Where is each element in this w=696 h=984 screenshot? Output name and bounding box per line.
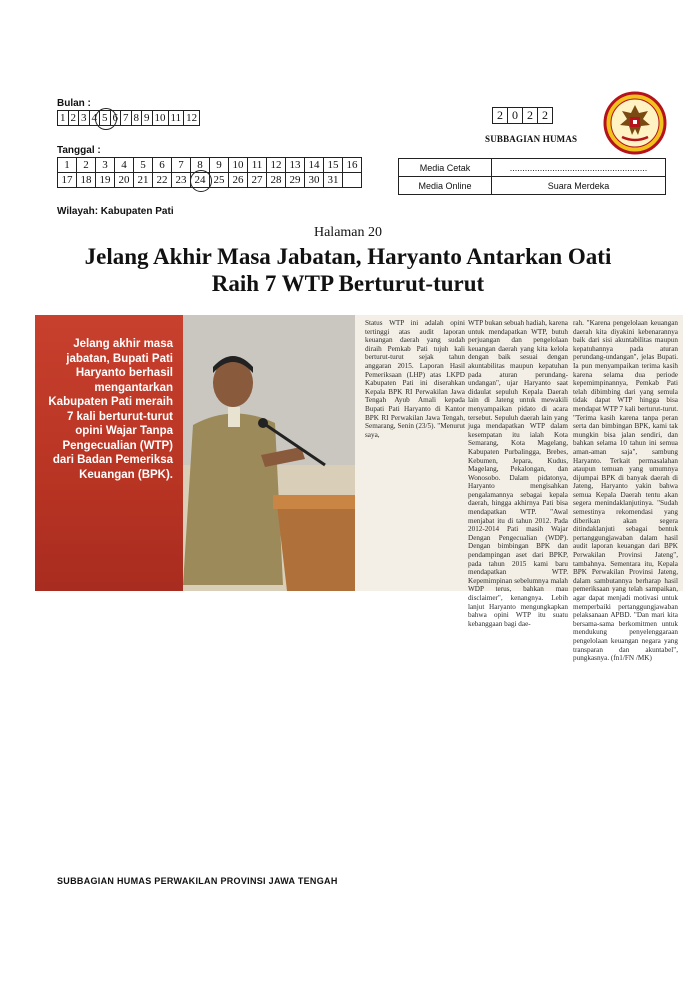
office-label: SUBBAGIAN HUMAS xyxy=(485,134,578,144)
month-cell: 2 xyxy=(68,111,79,126)
footer-text: SUBBAGIAN HUMAS PERWAKILAN PROVINSI JAWA TENGAH xyxy=(57,876,338,886)
wilayah-label: Wilayah: Kabupaten Pati xyxy=(57,206,174,217)
month-cell: 12 xyxy=(184,111,200,126)
day-cell: 28 xyxy=(267,173,286,188)
day-cell: 27 xyxy=(248,173,267,188)
year-digit-cell: 2 xyxy=(493,108,508,124)
month-cell: 6 xyxy=(110,111,121,126)
year-digit-cell: 2 xyxy=(523,108,538,124)
month-cell: 10 xyxy=(152,111,168,126)
year-digit-cell: 0 xyxy=(508,108,523,124)
year-digit-cell: 2 xyxy=(538,108,553,124)
month-table xyxy=(57,110,200,126)
day-cell: 25 xyxy=(210,173,229,188)
bulan-label: Bulan : xyxy=(57,98,91,109)
day-cell: 20 xyxy=(115,173,134,188)
month-cell: 3 xyxy=(79,111,90,126)
media-online-label: Media Online xyxy=(399,177,492,195)
day-cell: 23 xyxy=(172,173,191,188)
month-cell: 7 xyxy=(121,111,132,126)
headline-line-2: Raih 7 WTP Berturut-turut xyxy=(211,271,485,296)
day-cell: 5 xyxy=(134,158,153,173)
day-cell: 9 xyxy=(210,158,229,173)
month-cell: 4 xyxy=(89,111,100,126)
day-cell: 12 xyxy=(267,158,286,173)
day-cell: 19 xyxy=(96,173,115,188)
day-cell: 4 xyxy=(115,158,134,173)
day-table xyxy=(57,157,362,188)
article-column-1: Status WTP ini adalah opini tertinggi atas audit laporan keuangan daerah yang sudah diraih Pemkab Pati tujuh kali berturut-turut sejak tahun anggaran 2015. Laporan Hasil Pemeriksaan (LHP) atas LKPD Kabupaten Pati ini diserahkan Kepala BPK RI Perwakilan Jawa Tengah Ayub Amali kepada Bupati Pati Haryanto di Kantor BPK RI Perwakilan Jawa Tengah, Semarang, Senin (23/5). "Menurut saya, xyxy=(365,319,465,439)
day-cell: 24 xyxy=(191,173,210,188)
garuda-emblem-icon xyxy=(602,91,668,155)
article-column-2: WTP bukan sebuah hadiah, karena untuk mendapatkan WTP, butuh perjuangan dan pengelolaan keuangan daerah yang kita kelola dengan baik sesuai dengan akuntabilitas maupun kepatuhan pada aturan perundang-undangan", ujar Haryanto saat didaulat sepuluh Kepala Daerah lain di Jateng untuk mewakili menyampaikan pidato di acara tersebut. Sepuluh daerah lain yang juga mendapatkan WTP dalam kesempatan itu ialah Kota Semarang, Kota Magelang, Kabupaten Purbalingga, Brebes, Kebumen, Jepara, Kudus, Magelang, Pekalongan, dan Wonosobo. Dalam pidatonya, Haryanto mengisahkan pengalamannya sebagai kepala daerah, hingga akhirnya Pati bisa mendapatkan WTP. "Awal menjabat itu di tahun 2012. Pada 2012-2014 Pati masih Wajar Dengan Pengecualian (WDP). Dengan bimbingan BPK dan pendampingan aset dari BPKP, pada tahun 2015 kami baru mendapatkan WTP. Kepemimpinan sebelumnya malah WDP terus, bahkan mau disclaimer", kenangnya. Lebih lanjut Haryanto mengungkapkan bahwa opini WTP itu suatu kebanggaan bagi dae- xyxy=(468,319,568,628)
day-cell: 21 xyxy=(134,173,153,188)
day-cell: 29 xyxy=(286,173,305,188)
media-table xyxy=(398,158,666,195)
day-cell: 16 xyxy=(343,158,362,173)
day-cell: 26 xyxy=(229,173,248,188)
month-cell: 8 xyxy=(131,111,142,126)
speaker-photo xyxy=(183,315,355,591)
page-number: Halaman 20 xyxy=(313,225,383,240)
month-cell: 5 xyxy=(100,111,111,126)
day-cell: 8 xyxy=(191,158,210,173)
day-cell: 2 xyxy=(77,158,96,173)
day-cell: 3 xyxy=(96,158,115,173)
day-cell: 6 xyxy=(153,158,172,173)
day-cell: 22 xyxy=(153,173,172,188)
media-cetak-label: Media Cetak xyxy=(399,159,492,177)
day-cell: 15 xyxy=(324,158,343,173)
news-clipping xyxy=(35,315,683,663)
tanggal-label: Tanggal : xyxy=(57,145,101,156)
day-cell: 1 xyxy=(58,158,77,173)
year-box xyxy=(492,107,553,124)
day-cell: 7 xyxy=(172,158,191,173)
day-cell: 31 xyxy=(324,173,343,188)
day-cell: 14 xyxy=(305,158,324,173)
pullquote-text: Jelang akhir masa jabatan, Bupati Pati Haryanto berhasil mengantarkan Kabupaten Pati meraih 7 kali berturut-turut opini Wajar Tanpa Pengecualian (WTP) dari Badan Pemeriksa Keuangan (BPK). xyxy=(48,338,173,481)
day-cell: 17 xyxy=(58,173,77,188)
day-cell: 30 xyxy=(305,173,324,188)
speaker-illustration xyxy=(183,315,355,591)
article-column-3: rah. "Karena pengelolaan keuangan daerah kita diyakini kebenarannya baik dari sisi akuntabilitas maupun kepatuhannya pada aturan perundang-undangan", jelas Bupati. Ia pun menyampaikan terima kasih karena selama dua periode kepemimpinannya, Pemkab Pati telah dibimbing dari yang semula tidak dapat WTP hingga bisa mendapat WTP 7 kali berturut-turut. "Terima kasih karena tanpa peran serta dan bimbingan BPK, kami tak mungkin bisa jalan sendiri, dan bahkan selama 10 tahun ini semua aman-aman saja", sambung Haryanto. Terkait permasalahan ataupun temuan yang umumnya dijumpai BPK di banyak daerah di Jateng, Haryanto yakin bahwa semua Kepala Daerah tentu akan segera menindaklanjutinya. "Sudah semestinya rekomendasi yang diberikan akan segera ditindaklanjuti sebagai bentuk pertanggungjawaban dalam hasil audit laporan keuangan dari BPK Perwakilan Provinsi Jateng", tambahnya. Sementara itu, Kepala BPK Perwakilan Provinsi Jateng, dalam sambutannya berharap hasil pemeriksaan yang telah sampaikan, agar dapat menjadi motivasi untuk memperbaiki pertanggungjawaban pelaksanaan APBD. "Dan mari kita bersama-sama berkomitmen untuk mendukung penyelenggaraan pengelolaan keuangan negara yang transparan dan akuntabel", pungkasnya. (fn1/FN /MK) xyxy=(573,319,678,663)
media-online-value: Suara Merdeka xyxy=(492,177,666,195)
headline-line-1: Jelang Akhir Masa Jabatan, Haryanto Antarkan Oati xyxy=(84,244,612,269)
month-cell: 9 xyxy=(142,111,153,126)
day-cell: 18 xyxy=(77,173,96,188)
month-cell: 1 xyxy=(58,111,69,126)
day-cell: 10 xyxy=(229,158,248,173)
day-cell: 11 xyxy=(248,158,267,173)
media-cetak-value: ....................................................... xyxy=(492,159,666,177)
day-cell xyxy=(343,173,362,188)
day-cell: 13 xyxy=(286,158,305,173)
month-cell: 11 xyxy=(168,111,184,126)
